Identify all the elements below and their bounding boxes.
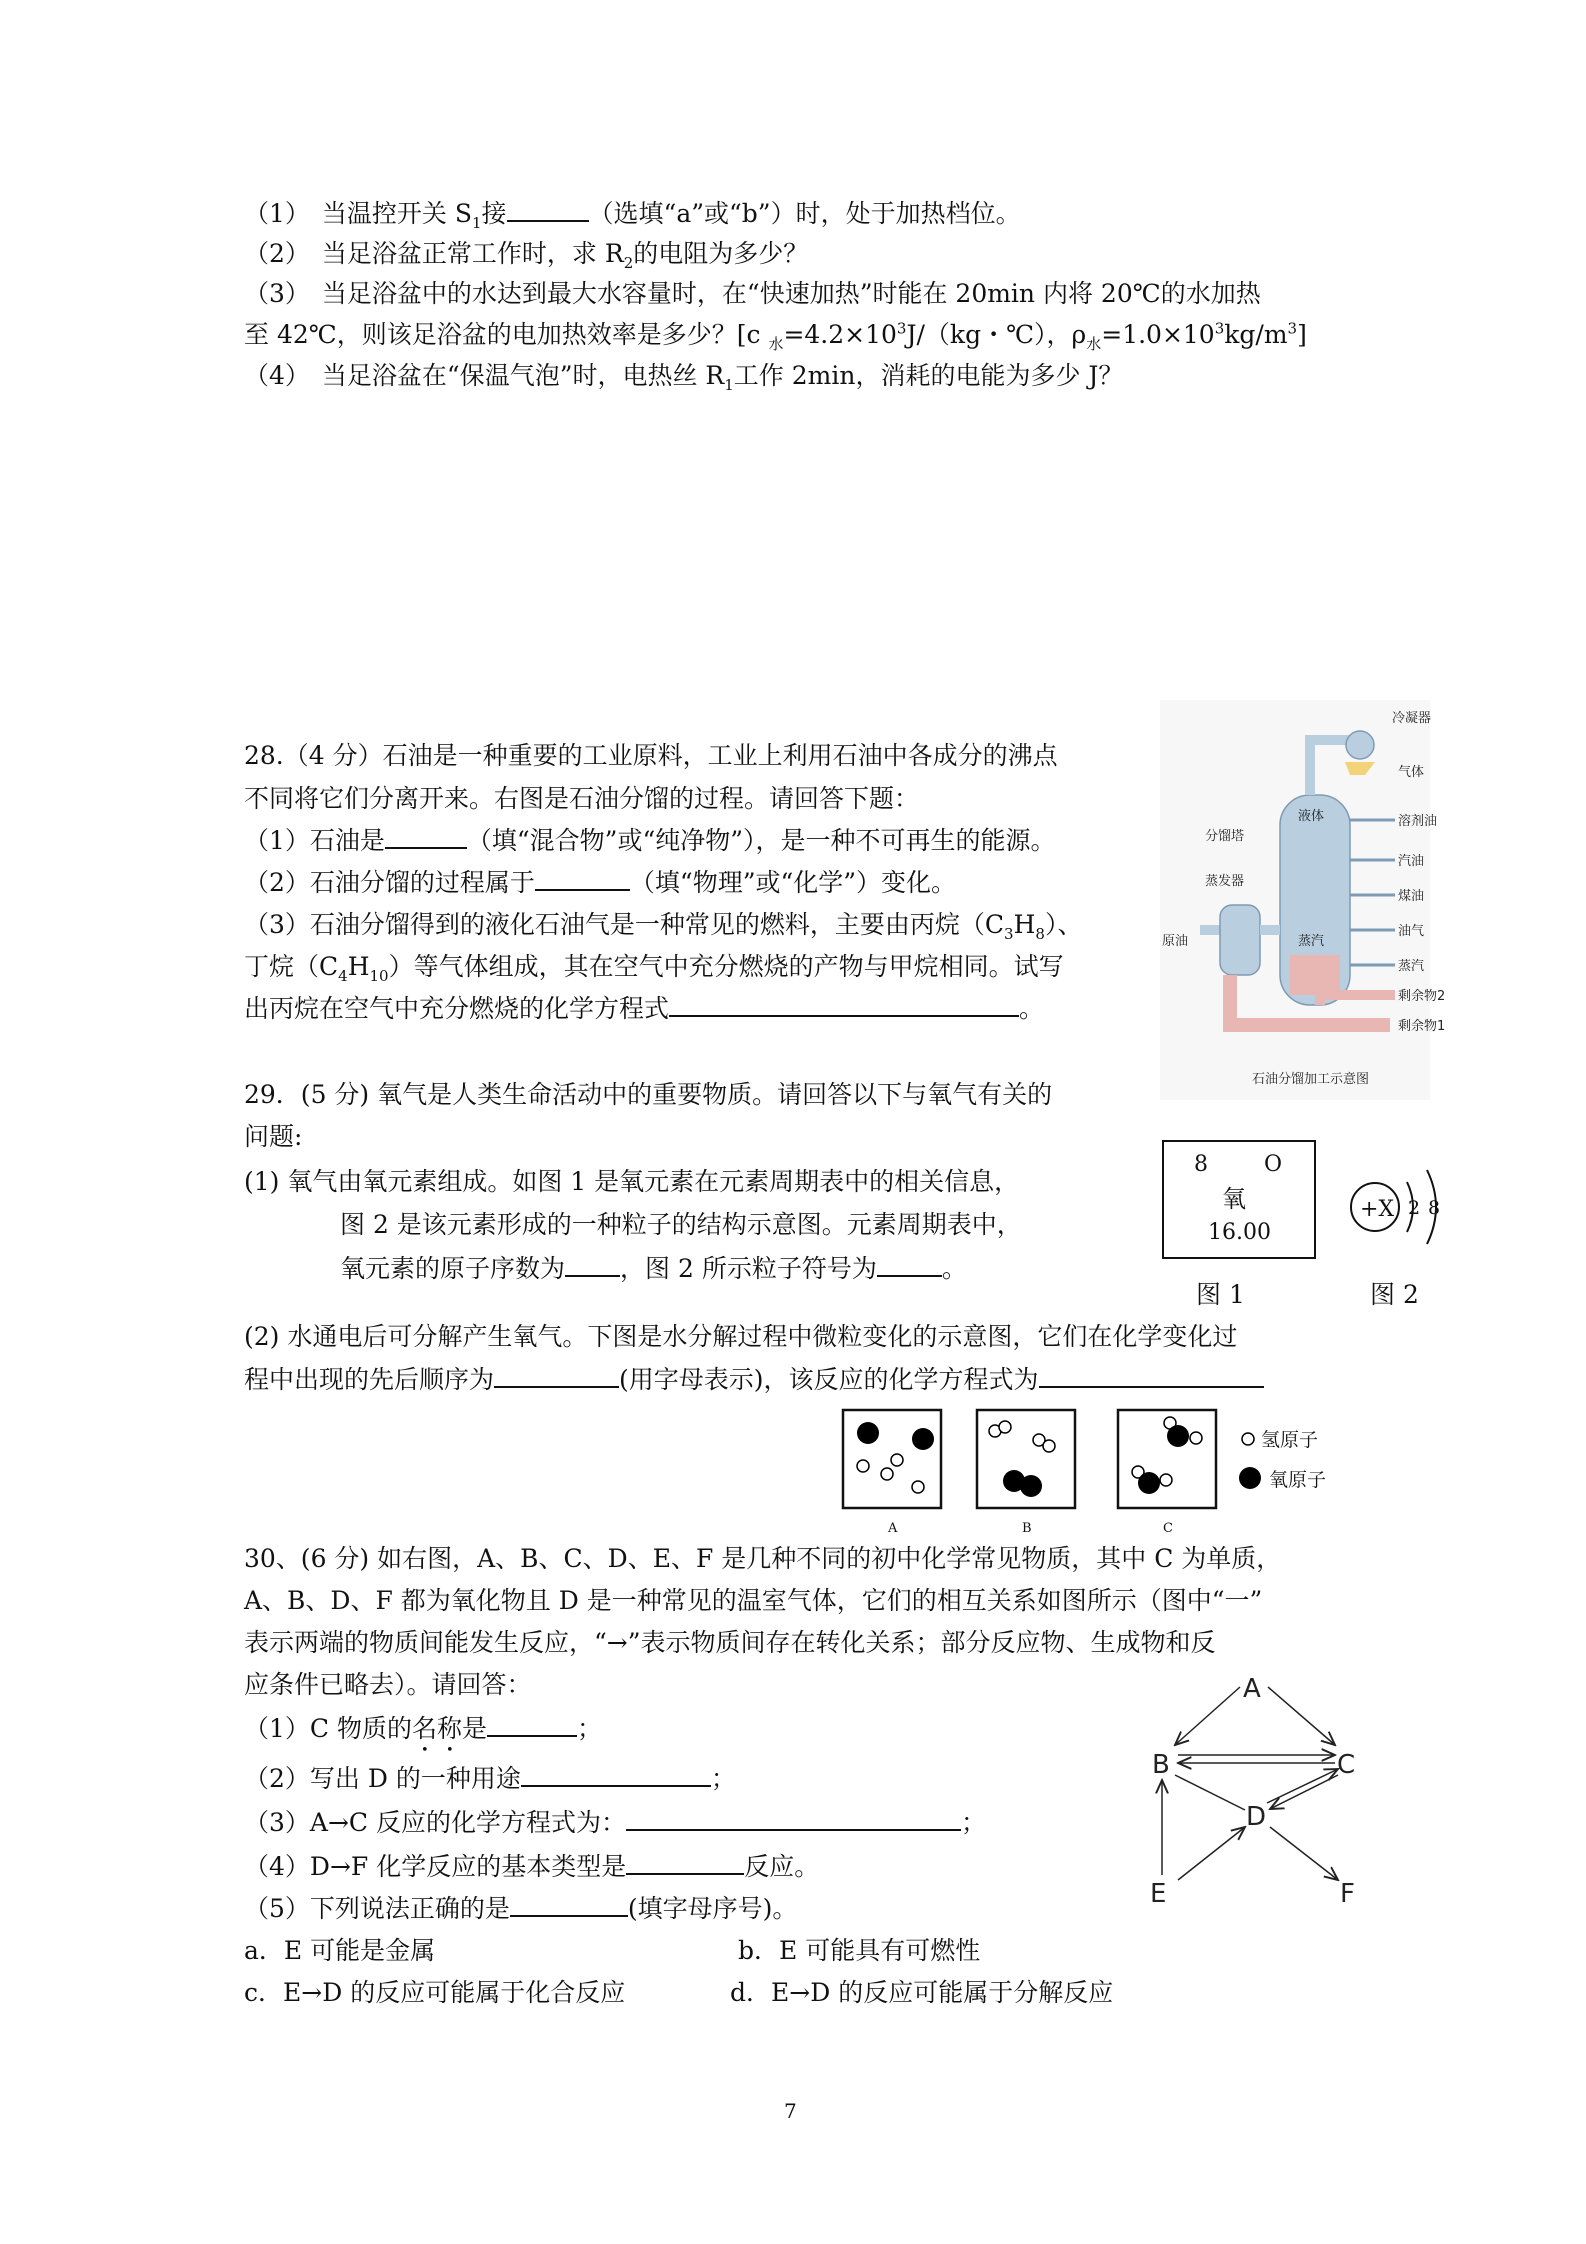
svg-text:溶剂油: 溶剂油: [1398, 814, 1438, 829]
node-A: A: [1243, 1674, 1261, 1704]
svg-text:剩余物2: 剩余物2: [1398, 989, 1446, 1004]
q29-part1-cont: 图 2 是该元素形成的一种粒子的结构示意图。元素周期表中，: [340, 1210, 1022, 1239]
part-number: （1）: [244, 199, 310, 228]
q28-part1: （1）石油是 （填“混合物”或“纯净物”），是一种不可再生的能源。: [244, 826, 1056, 855]
svg-text:剩余物1: 剩余物1: [1398, 1019, 1446, 1034]
svg-text:油气: 油气: [1398, 924, 1425, 939]
answer-blank[interactable]: [626, 1829, 961, 1831]
q28-part2: （2）石油分馏的过程属于 （填“物理”或“化学”）变化。: [244, 868, 957, 897]
q28-part3-cont: 丁烷$(C_4H_{10})$等气体组成，其在空气中充分燃烧的产物与甲烷相同。试写: [244, 952, 1064, 985]
figure-2-caption: 图 2: [1370, 1280, 1419, 1309]
svg-text:蒸汽: 蒸汽: [1298, 934, 1325, 949]
answer-blank[interactable]: [507, 220, 589, 222]
q30-part2: （2）写出 D 的一种用途 ；: [244, 1764, 736, 1793]
q30-line4: 应条件已略去）。请回答：: [244, 1670, 532, 1699]
q28-part3-end: 出丙烷在空气中充分燃烧的化学方程式 。: [244, 994, 1045, 1023]
answer-blank[interactable]: [510, 1915, 628, 1917]
box-label-c: C: [1163, 1521, 1173, 1536]
q27-part2: （2） 当足浴盆正常工作时，求 $R_2$的电阻为多少？: [244, 239, 809, 272]
ion-structure-diagram: [1345, 1140, 1460, 1260]
atomic-mass: 16.00: [1208, 1220, 1271, 1245]
node-D: D: [1246, 1802, 1267, 1832]
svg-text:汽油: 汽油: [1398, 854, 1425, 869]
answer-blank[interactable]: [494, 1386, 619, 1388]
answer-blank[interactable]: [626, 1873, 744, 1875]
answer-blank[interactable]: [521, 1785, 711, 1787]
q29-part1-end: 氧元素的原子序数为 ，图 2 所示粒子符号为 。: [340, 1254, 967, 1283]
answer-blank[interactable]: [535, 889, 630, 891]
q27-part1: （1） 当温控开关 $S_1$接 （选填“a”或“b”）时，处于加热档位。: [244, 199, 1021, 232]
svg-text:蒸发器: 蒸发器: [1205, 874, 1245, 889]
box-label-b: B: [1022, 1521, 1032, 1536]
q30-part5: （5）下列说法正确的是 (填字母序号)。: [244, 1894, 798, 1923]
node-C: C: [1337, 1750, 1356, 1780]
periodic-cell: [1162, 1140, 1316, 1259]
q29-part1: (1) 氧气由氧元素组成。如图 1 是氧元素在元素周期表中的相关信息，: [244, 1167, 1020, 1196]
q28-line2: 不同将它们分离开来。右图是石油分馏的过程。请回答下题：: [244, 784, 920, 813]
svg-text:蒸汽: 蒸汽: [1398, 959, 1425, 974]
svg-text:煤油: 煤油: [1398, 889, 1425, 904]
element-name: 氧: [1222, 1185, 1246, 1213]
q30-part1: （1）C 物质的名称是 ；: [244, 1714, 603, 1743]
q30-option-d: d．E→D 的反应可能属于分解反应: [730, 1978, 1114, 2007]
figure-1-caption: 图 1: [1196, 1280, 1245, 1309]
legend-hydrogen: 氢原子: [1261, 1429, 1319, 1451]
node-E: E: [1150, 1879, 1167, 1909]
shell-electrons-1: 2: [1408, 1197, 1421, 1219]
legend-oxygen: 氧原子: [1269, 1469, 1327, 1491]
q30-option-a: a．E 可能是金属: [244, 1936, 436, 1965]
box-label-a: A: [888, 1521, 898, 1536]
svg-text:原油: 原油: [1162, 934, 1189, 949]
svg-text:液体: 液体: [1298, 809, 1325, 824]
nucleus-charge: +X: [1360, 1197, 1395, 1222]
q29-line1: 29．(5 分) 氧气是人类生命活动中的重要物质。请回答以下与氧气有关的: [244, 1080, 1053, 1109]
page-number: 7: [784, 2099, 797, 2123]
q28-part3: （3）石油分馏得到的液化石油气是一种常见的燃料，主要由丙烷$(C_3H_8)$、: [244, 910, 1083, 943]
q30-part3: （3）A→C 反应的化学方程式为： ；: [244, 1808, 986, 1837]
distillation-figure: [1160, 700, 1446, 1100]
q29-part2-cont: 程中出现的先后顺序为 (用字母表示)，该反应的化学方程式为: [244, 1363, 1264, 1397]
answer-blank[interactable]: [877, 1275, 942, 1277]
substance-relationship-diagram: [1140, 1665, 1380, 1910]
atomic-number: 8: [1194, 1152, 1208, 1177]
q30-part4: （4）D→F 化学反应的基本类型是 反应。: [244, 1852, 820, 1881]
q30-line2: A、B、D、F 都为氧化物且 D 是一种常见的温室气体，它们的相互关系如图所示（图中“一”: [244, 1586, 1263, 1615]
q30-line1: 30、(6 分) 如右图，A、B、C、D、E、F 是几种不同的初中化学常见物质，其中 C 为单质，: [244, 1544, 1282, 1573]
answer-blank[interactable]: [669, 1015, 1019, 1017]
element-symbol: O: [1264, 1152, 1283, 1177]
answer-blank[interactable]: [1039, 1386, 1264, 1388]
q29-line2: 问题:: [244, 1122, 303, 1151]
q27-part4: （4） 当足浴盆在“保温气泡”时，电热丝 $R_1$工作 2min，消耗的电能为多少 J？: [244, 361, 1124, 394]
q27-part3-cont: 至 42℃，则该足浴盆的电加热效率是多少？[c $_水=4.2\times 10^3J/(kg$・℃），$\rho_水=1.0\times 10^3kg/m^3$]: [244, 319, 1307, 353]
node-B: B: [1152, 1750, 1170, 1780]
q30-option-c: c．E→D 的反应可能属于化合反应: [244, 1978, 626, 2007]
svg-text:气体: 气体: [1398, 765, 1425, 780]
svg-text:分馏塔: 分馏塔: [1205, 829, 1245, 844]
shell-electrons-2: 8: [1428, 1197, 1441, 1219]
q30-line3: 表示两端的物质间能发生反应，“→”表示物质间存在转化关系；部分反应物、生成物和反: [244, 1628, 1216, 1657]
q28-line1: 28.（4 分）石油是一种重要的工业原料，工业上利用石油中各成分的沸点: [244, 741, 1058, 770]
q27-part3: （3） 当足浴盆中的水达到最大水容量时，在“快速加热”时能在 20min 内将 20℃的水加热: [244, 279, 1261, 308]
q29-part2: (2) 水通电后可分解产生氧气。下图是水分解过程中微粒变化的示意图，它们在化学变化过: [244, 1322, 1238, 1351]
node-F: F: [1340, 1879, 1355, 1909]
water-decomposition-diagram: [835, 1402, 1435, 1537]
svg-text:冷凝器: 冷凝器: [1392, 711, 1432, 726]
answer-blank[interactable]: [385, 847, 467, 849]
q30-option-b: b．E 可能具有可燃性: [738, 1936, 981, 1965]
figure-caption: 石油分馏加工示意图: [1252, 1072, 1370, 1087]
answer-blank[interactable]: [565, 1275, 620, 1277]
answer-blank[interactable]: [487, 1735, 577, 1737]
